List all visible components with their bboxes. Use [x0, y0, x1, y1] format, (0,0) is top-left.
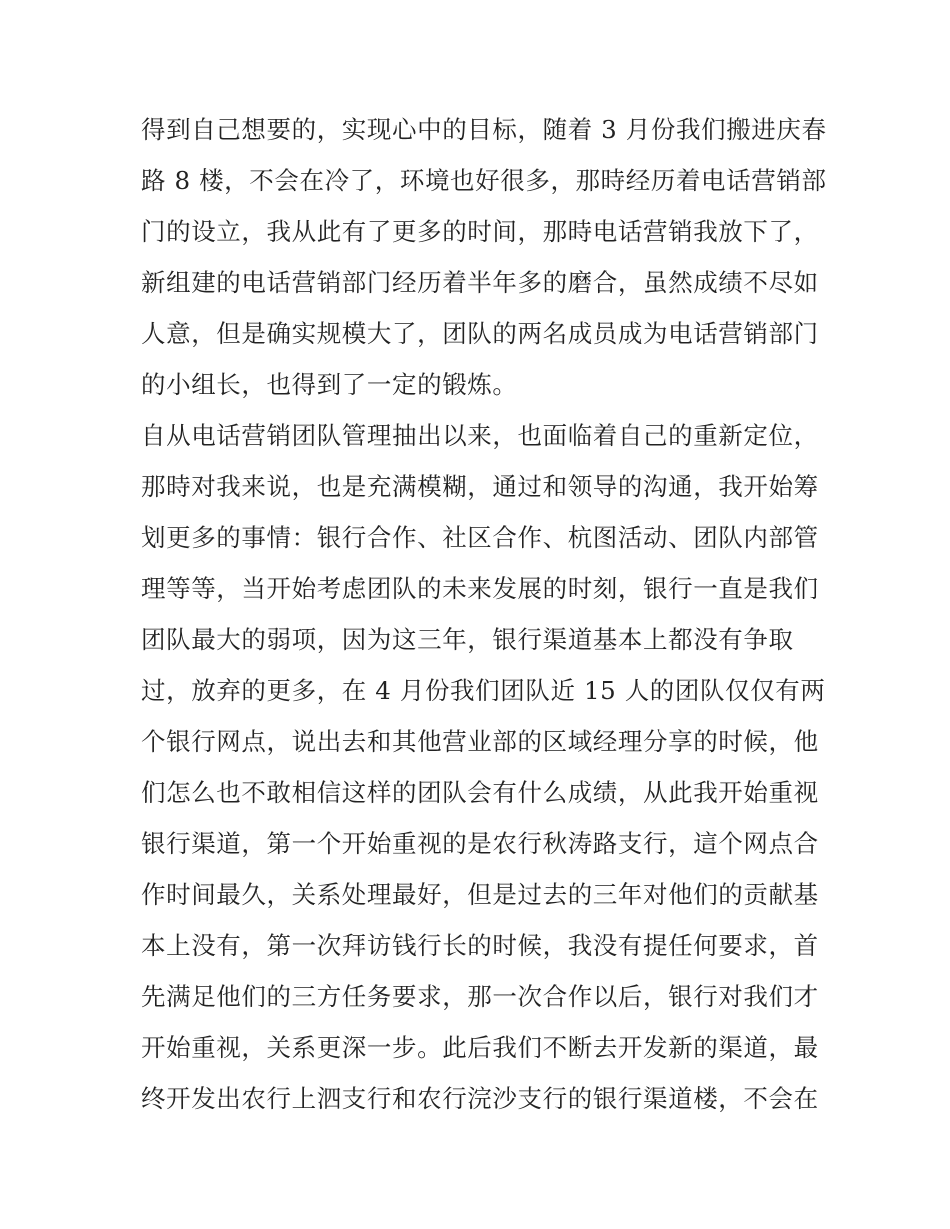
text-line: 作时间最久，关系处理最好，但是过去的三年对他们的贡献基 — [141, 880, 819, 909]
text-line: 开始重视，关系更深一步。此后我们不断去开发新的渠道，最 — [141, 1033, 819, 1062]
text-line: 自从电话营销团队管理抽出以来，也面临着自己的重新定位， — [141, 421, 819, 450]
text-line: 划更多的事情：银行合作、社区合作、杭图活动、团队内部管 — [141, 523, 819, 552]
text-line: 新组建的电话营销部门经历着半年多的磨合，虽然成绩不尽如 — [141, 268, 819, 297]
text-line: 过，放弃的更多，在 4 月份我们团队近 15 人的团队仅仅有两 — [141, 676, 826, 705]
text-line: 门的设立，我从此有了更多的时间，那時电话营销我放下了， — [141, 217, 819, 246]
text-line: 个银行网点，说出去和其他营业部的区域经理分享的时候，他 — [141, 727, 819, 756]
text-line: 那時对我来说，也是充满模糊，通过和领导的沟通，我开始筹 — [141, 472, 819, 501]
text-line: 银行渠道，第一个开始重视的是农行秋涛路支行，這个网点合 — [141, 829, 819, 858]
text-line: 得到自己想要的，实现心中的目标，随着 3 月份我们搬进庆春 — [141, 115, 827, 144]
text-line: 路 8 楼，不会在冷了，环境也好很多，那時经历着电话营销部 — [141, 166, 827, 195]
body-text — [141, 104, 831, 1124]
text-line: 的小组长，也得到了一定的锻炼。 — [141, 370, 518, 399]
text-line: 理等等，当开始考虑团队的未来发展的时刻，银行一直是我们 — [141, 574, 819, 603]
text-line: 先满足他们的三方任务要求，那一次合作以后，银行对我们才 — [141, 982, 819, 1011]
text-line: 人意，但是确实规模大了，团队的两名成员成为电话营销部门 — [141, 319, 819, 348]
text-line: 们怎么也不敢相信这样的团队会有什么成绩，从此我开始重视 — [141, 778, 819, 807]
text-line: 终开发出农行上泗支行和农行浣沙支行的银行渠道楼，不会在 — [141, 1084, 819, 1113]
text-line: 本上没有，第一次拜访钱行长的时候，我没有提任何要求，首 — [141, 931, 819, 960]
text-line: 团队最大的弱项，因为这三年，银行渠道基本上都没有争取 — [141, 625, 794, 654]
